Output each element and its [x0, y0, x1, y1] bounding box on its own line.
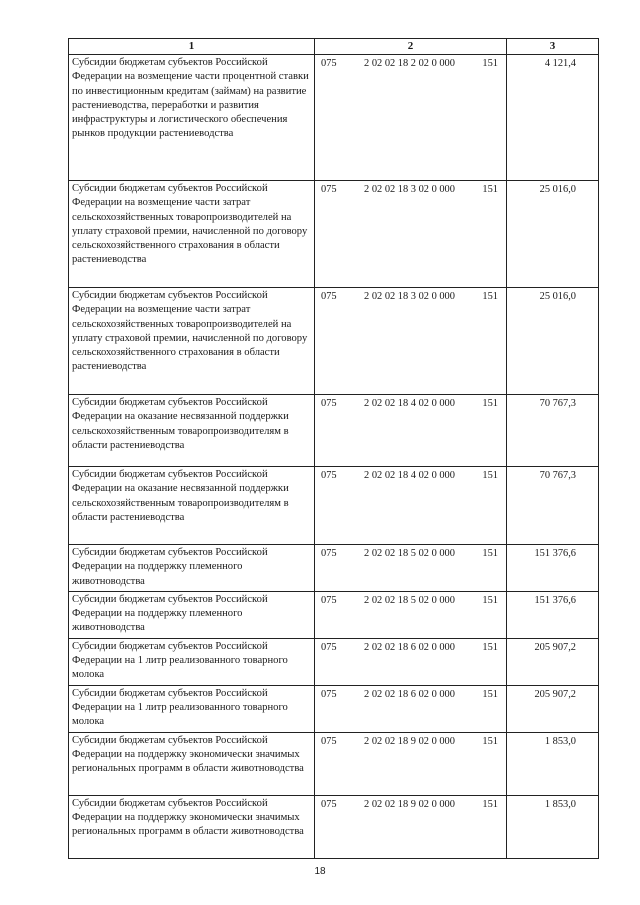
budget-classification-code: 2 02 02 18 5 02 0 000: [364, 548, 455, 559]
budget-classification-code: 2 02 02 18 9 02 0 000: [364, 798, 455, 810]
table-header-row: [69, 39, 599, 55]
row-description: Субсидии бюджетам субъектов Российской Федерации на возмещение части затрат сельскохозяйственных товаропроизводителей на уплату страховой премии, начисленной по договору сельскохозяйственного страхования в области растениеводства: [69, 288, 315, 395]
row-amount: 205 907,2: [507, 685, 599, 732]
economic-code: 151: [482, 688, 498, 700]
row-description: Субсидии бюджетам субъектов Российской Федерации на оказание несвязанной поддержки сельскохозяйственным товаропроизводителям в области растениеводства: [69, 395, 315, 467]
budget-classification-code: 2 02 02 18 3 02 0 000: [364, 184, 455, 195]
admin-code: 075: [321, 470, 337, 481]
table-row: [69, 795, 599, 858]
budget-classification-code: 2 02 02 18 3 02 0 000: [364, 291, 455, 302]
admin-code: 075: [321, 184, 337, 195]
row-amount: 151 376,6: [507, 545, 599, 592]
table-row: [69, 685, 599, 732]
admin-code: 075: [321, 594, 337, 606]
economic-code: 151: [482, 735, 498, 747]
budget-table: [68, 38, 599, 859]
row-description: Субсидии бюджетам субъектов Российской Федерации на поддержку экономически значимых региональных программ в области животноводства: [69, 795, 315, 858]
row-codes: [315, 545, 507, 592]
row-amount: 70 767,3: [507, 395, 599, 467]
economic-code: 151: [482, 184, 498, 195]
row-codes: [315, 591, 507, 638]
row-amount: 70 767,3: [507, 467, 599, 545]
page-number: 18: [314, 866, 326, 877]
row-amount: 151 376,6: [507, 591, 599, 638]
row-codes: [315, 181, 507, 288]
row-amount: 25 016,0: [507, 181, 599, 288]
row-description: Субсидии бюджетам субъектов Российской Федерации на 1 литр реализованного товарного молока: [69, 638, 315, 685]
row-amount: 25 016,0: [507, 288, 599, 395]
budget-classification-code: 2 02 02 18 9 02 0 000: [364, 735, 455, 747]
row-description: Субсидии бюджетам субъектов Российской Федерации на оказание несвязанной поддержки сельскохозяйственным товаропроизводителям в области растениеводства: [69, 467, 315, 545]
row-amount: 4 121,4: [507, 55, 599, 181]
table-row: [69, 638, 599, 685]
budget-classification-code: 2 02 02 18 2 02 0 000: [364, 58, 455, 69]
budget-classification-code: 2 02 02 18 5 02 0 000: [364, 594, 455, 606]
row-description: Субсидии бюджетам субъектов Российской Федерации на поддержку экономически значимых региональных программ в области животноводства: [69, 732, 315, 795]
column-header-1: 1: [69, 39, 315, 55]
economic-code: 151: [482, 470, 498, 481]
row-codes: [315, 685, 507, 732]
table-row: [69, 288, 599, 395]
economic-code: 151: [482, 548, 498, 559]
row-description: Субсидии бюджетам субъектов Российской Федерации на 1 литр реализованного товарного молока: [69, 685, 315, 732]
economic-code: 151: [482, 798, 498, 810]
row-description: Субсидии бюджетам субъектов Российской Федерации на поддержку племенного животноводства: [69, 591, 315, 638]
table-row: [69, 395, 599, 467]
economic-code: 151: [482, 594, 498, 606]
row-description: Субсидии бюджетам субъектов Российской Федерации на возмещение части процентной ставки по инвестиционным кредитам (займам) на развитие растениеводства, переработки и развития инфраструктуры и логистического обеспечения рынков продукции растениеводства: [69, 55, 315, 181]
admin-code: 075: [321, 58, 337, 69]
table-row: [69, 591, 599, 638]
admin-code: 075: [321, 688, 337, 700]
admin-code: 075: [321, 641, 337, 653]
admin-code: 075: [321, 291, 337, 302]
row-codes: [315, 638, 507, 685]
table-row: [69, 732, 599, 795]
admin-code: 075: [321, 398, 337, 409]
row-codes: [315, 795, 507, 858]
budget-classification-code: 2 02 02 18 6 02 0 000: [364, 641, 455, 653]
table-row: [69, 181, 599, 288]
row-codes: [315, 55, 507, 181]
row-amount: 1 853,0: [507, 732, 599, 795]
economic-code: 151: [482, 58, 498, 69]
table-row: [69, 55, 599, 181]
column-header-3: 3: [507, 39, 599, 55]
budget-classification-code: 2 02 02 18 4 02 0 000: [364, 470, 455, 481]
economic-code: 151: [482, 398, 498, 409]
admin-code: 075: [321, 798, 337, 810]
admin-code: 075: [321, 548, 337, 559]
row-codes: [315, 467, 507, 545]
budget-classification-code: 2 02 02 18 6 02 0 000: [364, 688, 455, 700]
row-amount: 205 907,2: [507, 638, 599, 685]
column-header-2: 2: [315, 39, 507, 55]
economic-code: 151: [482, 641, 498, 653]
budget-classification-code: 2 02 02 18 4 02 0 000: [364, 398, 455, 409]
row-description: Субсидии бюджетам субъектов Российской Федерации на возмещение части затрат сельскохозяйственных товаропроизводителей на уплату страховой премии, начисленной по договору сельскохозяйственного страхования в области растениеводства: [69, 181, 315, 288]
row-codes: [315, 732, 507, 795]
row-amount: 1 853,0: [507, 795, 599, 858]
economic-code: 151: [482, 291, 498, 302]
row-codes: [315, 288, 507, 395]
table-row: [69, 545, 599, 592]
admin-code: 075: [321, 735, 337, 747]
row-description: Субсидии бюджетам субъектов Российской Федерации на поддержку племенного животноводства: [69, 545, 315, 592]
row-codes: [315, 395, 507, 467]
table-row: [69, 467, 599, 545]
